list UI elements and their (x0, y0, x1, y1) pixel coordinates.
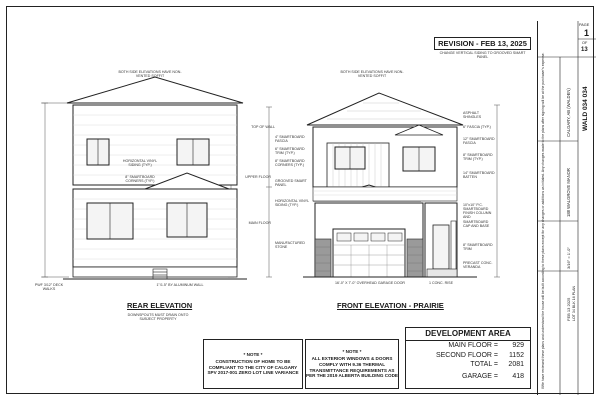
rear-siding-label: HORIZONTAL VINYL SIDING (TYP.) (122, 159, 158, 168)
note-box-thermal (305, 339, 399, 389)
front-label-left: 8" SMARTBOARD CORNERS (TYP.) (275, 159, 305, 168)
area-row-main (406, 341, 530, 350)
front-label-left: 6" SMARTBOARD TRIM (TYP.) (275, 147, 305, 156)
area-row-total (406, 360, 530, 369)
scale: 3/16" = 1'-0" (566, 247, 571, 269)
rear-wall-label: 1"/1.5" BY ALUMINUM WALL (156, 283, 204, 287)
riser-note: 1 CONC. RISE (429, 281, 453, 285)
front-label-right: 8" SMARTBOARD TRIM (463, 243, 493, 252)
front-label-left: 4" SMARTBOARD FASCIA (275, 135, 305, 144)
rear-elevation-title: REAR ELEVATION (127, 301, 193, 310)
note-body: CONSTRUCTION OF HOME TO BE COMPLIANT TO THE CITY OF CALGARY SPV 2017-001 ZERO LOT LINE VARIANCE (207, 358, 299, 376)
area-row-second (406, 350, 530, 359)
front-label-right: ASPHALT SHINGLES (463, 111, 482, 120)
front-label-left: MANUFACTURED STONE (275, 241, 305, 250)
note-body: ALL EXTERIOR WINDOWS & DOORS COMPLY WITH 9.36 THERMAL TRANSMITTANCE REQUIREMENTS AS PER THE 2019 ALBERTA BUILDING CODE (306, 356, 398, 379)
area-value: 929 (512, 342, 524, 350)
garage-door-note: 16'-0" X 7'-0" OVERHEAD GARAGE DOOR (334, 281, 406, 285)
front-label-left: GROOVED SMART PANEL (275, 179, 307, 188)
revision-label: REVISION - FEB 13, 2025 (434, 37, 531, 50)
front-label-left: HORIZONTAL VINYL SIDING (TYP.) (275, 199, 310, 208)
development-area-title: DEVELOPMENT AREA (406, 328, 530, 341)
front-elevation-title: FRONT ELEVATION - PRAIRIE (337, 301, 444, 310)
page-label: PAGE (579, 23, 590, 27)
area-value: 418 (512, 373, 524, 381)
drawing-sheet (6, 6, 594, 394)
plan-id: WALD 034 034 (582, 86, 589, 131)
disclaimer: I/We have reviewed these plans and understand the house will be built according to these plans except for any changes or additions as initialed. Any changes made to the plans after signing will be at the purchaser's expense. (541, 52, 545, 389)
rear-smartboard-label: 8" SMARTBOARD CORNERS (TYP.) (125, 175, 155, 184)
front-label-right: 10"x10" P.C. SMARTBOARD FINISH COLUMN AND SMARTBOARD CAP AND BASE (463, 203, 492, 228)
front-label-left: UPPER FLOOR (245, 175, 271, 179)
note-box-zero-lot (203, 339, 303, 389)
front-label-right: 8" SMARTBOARD TRIM (TYP.) (463, 153, 493, 162)
revision-note: CHANGE VERTICAL SIDING TO GROOVED SMART PANEL (439, 51, 526, 59)
note-title: * NOTE * (243, 351, 263, 357)
area-label: TOTAL = (470, 360, 498, 368)
rear-deck-label: PWF 3/12" DECK WALKS (34, 283, 64, 292)
area-value: 1152 (508, 351, 524, 359)
development-area-table (405, 327, 531, 389)
area-row-garage (406, 372, 530, 381)
of-label: OF (582, 41, 588, 45)
note-title: * NOTE * (342, 349, 362, 355)
area-label: GARAGE = (462, 373, 498, 381)
front-label-right: 14" SMARTBOARD BATTEN (463, 171, 495, 180)
rear-bottom-note: DOWNSPOUTS MUST DRAIN ONTO SUBJECT PROPERTY (127, 313, 189, 322)
front-top-note: BOTH SIDE ELEVATIONS HAVE NON-VENTED SOFFIT (340, 70, 404, 79)
front-label-left: TOP OF WALL (251, 125, 275, 129)
area-label: SECOND FLOOR = (435, 351, 498, 359)
front-label-right: 12" SMARTBOARD FASCIA (463, 137, 495, 146)
revision-date: FEB 13 2025 (566, 297, 571, 321)
lot-block: LOT 34 BLK 16 PLAN (572, 285, 576, 321)
area-label: MAIN FLOOR = (448, 342, 498, 350)
front-label-right: PRECAST CONC. VERANDA (463, 261, 493, 270)
community: CALGARY, AB (WALDEN) (566, 88, 571, 137)
street: 188 WALGROVE MANOR (566, 168, 571, 217)
page-total: 13 (581, 47, 588, 53)
page-number: 1 (584, 28, 590, 38)
front-label-right: 6" FASCIA (TYP.) (463, 125, 491, 129)
area-value: 2081 (508, 360, 524, 368)
front-label-left: MAIN FLOOR (248, 221, 271, 225)
rear-top-note: BOTH SIDE ELEVATIONS HAVE NON-VENTED SOFFIT (118, 70, 182, 79)
title-block (537, 21, 595, 395)
